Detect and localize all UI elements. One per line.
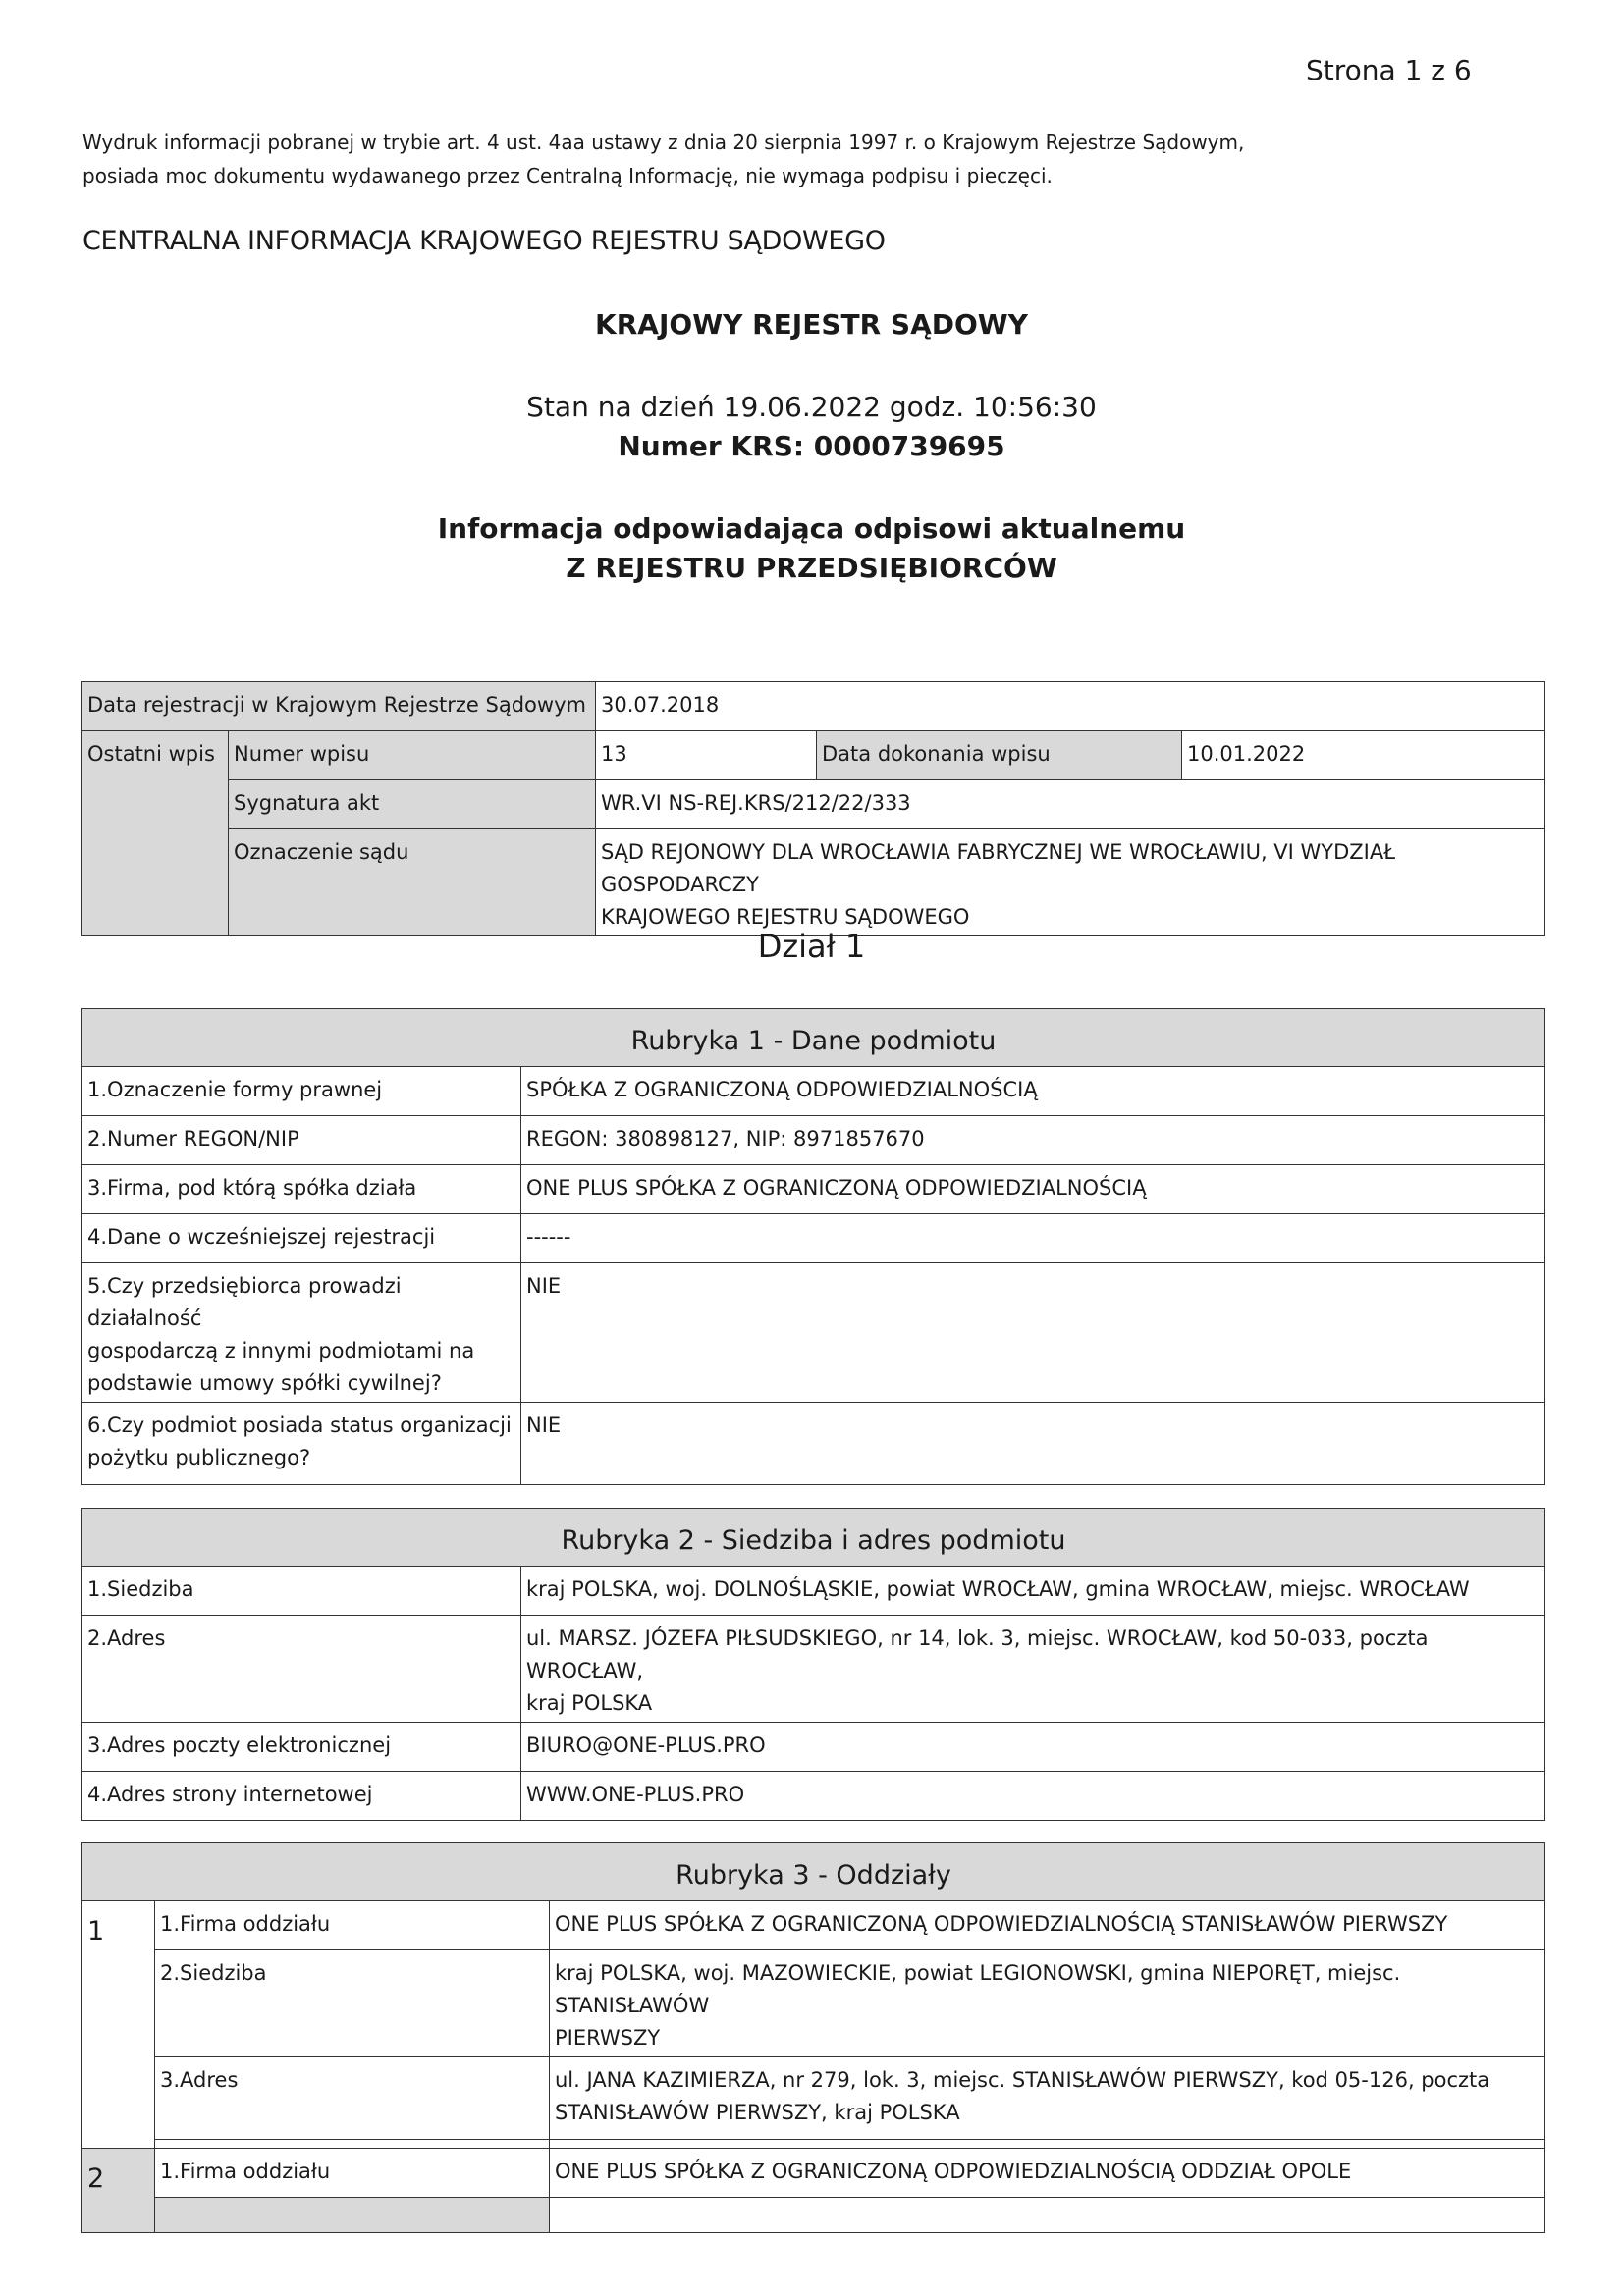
regon-nip-value: REGON: 380898127, NIP: 8971857670	[521, 1116, 1545, 1165]
address-value	[521, 1616, 1545, 1723]
case-signature-value: WR.VI NS-REJ.KRS/212/22/333	[596, 780, 1545, 829]
website-label: 4.Adres strony internetowej	[82, 1772, 521, 1821]
public-benefit-label-line-2: pożytku publicznego?	[87, 1446, 311, 1469]
rubryka-2-title: Rubryka 2 - Siedziba i adres podmiotu	[82, 1509, 1545, 1567]
branch-2-firm-value: ONE PLUS SPÓŁKA Z OGRANICZONĄ ODPOWIEDZIALNOŚCIĄ ODDZIAŁ OPOLE	[550, 2149, 1545, 2198]
branch-2-index: 2	[82, 2149, 155, 2233]
email-value: BIURO@ONE-PLUS.PRO	[521, 1723, 1545, 1772]
branch-1-address-label: 3.Adres	[155, 2057, 550, 2140]
branch-2-next-label	[155, 2198, 550, 2233]
branch-1-firm-value: ONE PLUS SPÓŁKA Z OGRANICZONĄ ODPOWIEDZIALNOŚCIĄ STANISŁAWÓW PIERWSZY	[550, 1901, 1545, 1950]
previous-registration-label: 4.Dane o wcześniejszej rejestracji	[82, 1214, 521, 1263]
branch-1-firm-label: 1.Firma oddziału	[155, 1901, 550, 1950]
entry-date-value: 10.01.2022	[1182, 731, 1545, 780]
register-title: KRAJOWY REJESTR SĄDOWY	[595, 308, 1028, 341]
website-value: WWW.ONE-PLUS.PRO	[521, 1772, 1545, 1821]
civil-partnership-value: NIE	[521, 1263, 1545, 1403]
registration-table	[81, 681, 1545, 936]
case-signature-label: Sygnatura akt	[229, 780, 596, 829]
branch-1-address-line-1: ul. JANA KAZIMIERZA, nr 279, lok. 3, miejsc. STANISŁAWÓW PIERWSZY, kod 05-126, poczta	[555, 2068, 1490, 2092]
rubryka-1-table	[81, 1008, 1545, 1485]
company-name-label: 3.Firma, pod którą spółka działa	[82, 1165, 521, 1214]
branch-2-firm-label: 1.Firma oddziału	[155, 2149, 550, 2198]
last-entry-label: Ostatni wpis	[82, 731, 229, 936]
branch-1-address-value	[550, 2057, 1545, 2140]
address-label: 2.Adres	[82, 1616, 521, 1723]
rubryka-3-table	[81, 1842, 1545, 2233]
branch-1-index: 1	[82, 1901, 155, 2149]
branch-1-spacer-label	[155, 2140, 550, 2149]
branch-2-next-value	[550, 2198, 1545, 2233]
disclaimer-line-2: posiada moc dokumentu wydawanego przez Centralną Informację, nie wymaga podpisu i pieczęci.	[82, 164, 1053, 187]
address-value-line-1: ul. MARSZ. JÓZEFA PIŁSUDSKIEGO, nr 14, lok. 3, miejsc. WROCŁAW, kod 50-033, poczta WROCŁAW,	[526, 1627, 1429, 1682]
entry-number-label: Numer wpisu	[229, 731, 596, 780]
court-label: Oznaczenie sądu	[229, 829, 596, 936]
court-value-line-2: KRAJOWEGO REJESTRU SĄDOWEGO	[601, 905, 970, 929]
previous-registration-value: ------	[521, 1214, 1545, 1263]
central-info-heading: CENTRALNA INFORMACJA KRAJOWEGO REJESTRU SĄDOWEGO	[82, 226, 886, 256]
public-benefit-value: NIE	[521, 1403, 1545, 1485]
regon-nip-label: 2.Numer REGON/NIP	[82, 1116, 521, 1165]
branch-1-seat-line-2: PIERWSZY	[555, 2026, 661, 2050]
email-label: 3.Adres poczty elektronicznej	[82, 1723, 521, 1772]
entry-number-value: 13	[596, 731, 817, 780]
civil-partnership-label	[82, 1263, 521, 1403]
branch-1-seat-label: 2.Siedziba	[155, 1950, 550, 2057]
info-title-line-2: Z REJESTRU PRZEDSIĘBIORCÓW	[566, 552, 1057, 584]
rubryka-1-title: Rubryka 1 - Dane podmiotu	[82, 1009, 1545, 1067]
page-number: Strona 1 z 6	[1306, 54, 1472, 86]
disclaimer	[82, 126, 1261, 192]
krs-number: Numer KRS: 0000739695	[618, 430, 1005, 462]
legal-form-label: 1.Oznaczenie formy prawnej	[82, 1067, 521, 1116]
court-value	[596, 829, 1545, 936]
branch-1-address-line-2: STANISŁAWÓW PIERWSZY, kraj POLSKA	[555, 2101, 960, 2124]
registration-date-label: Data rejestracji w Krajowym Rejestrze Sądowym	[82, 682, 596, 731]
civil-partnership-label-line-3: podstawie umowy spółki cywilnej?	[87, 1371, 442, 1395]
civil-partnership-label-line-2: gospodarczą z innymi podmiotami na	[87, 1339, 475, 1362]
section-title: Dział 1	[757, 928, 866, 965]
address-value-line-2: kraj POLSKA	[526, 1691, 653, 1715]
public-benefit-label-line-1: 6.Czy podmiot posiada status organizacji	[87, 1414, 512, 1437]
public-benefit-label	[82, 1403, 521, 1485]
branch-1-seat-line-1: kraj POLSKA, woj. MAZOWIECKIE, powiat LEGIONOWSKI, gmina NIEPORĘT, miejsc. STANISŁAWÓW	[555, 1961, 1401, 2017]
entry-date-label: Data dokonania wpisu	[817, 731, 1182, 780]
disclaimer-line-1: Wydruk informacji pobranej w trybie art. 4 ust. 4aa ustawy z dnia 20 sierpnia 1997 r. o Krajowym Rejestrze Sądowym,	[82, 131, 1245, 154]
state-as-of: Stan na dzień 19.06.2022 godz. 10:56:30	[526, 391, 1097, 423]
legal-form-value: SPÓŁKA Z OGRANICZONĄ ODPOWIEDZIALNOŚCIĄ	[521, 1067, 1545, 1116]
court-value-line-1: SĄD REJONOWY DLA WROCŁAWIA FABRYCZNEJ WE WROCŁAWIU, VI WYDZIAŁ GOSPODARCZY	[601, 840, 1396, 896]
seat-label: 1.Siedziba	[82, 1567, 521, 1616]
civil-partnership-label-line-1: 5.Czy przedsiębiorca prowadzi działalność	[87, 1274, 402, 1330]
company-name-value: ONE PLUS SPÓŁKA Z OGRANICZONĄ ODPOWIEDZIALNOŚCIĄ	[521, 1165, 1545, 1214]
branch-1-seat-value	[550, 1950, 1545, 2057]
rubryka-2-table	[81, 1508, 1545, 1821]
rubryka-3-title: Rubryka 3 - Oddziały	[82, 1843, 1545, 1901]
seat-value: kraj POLSKA, woj. DOLNOŚLĄSKIE, powiat WROCŁAW, gmina WROCŁAW, miejsc. WROCŁAW	[521, 1567, 1545, 1616]
branch-1-spacer-value	[550, 2140, 1545, 2149]
info-title-line-1: Informacja odpowiadająca odpisowi aktualnemu	[437, 512, 1186, 545]
registration-date-value: 30.07.2018	[596, 682, 1545, 731]
